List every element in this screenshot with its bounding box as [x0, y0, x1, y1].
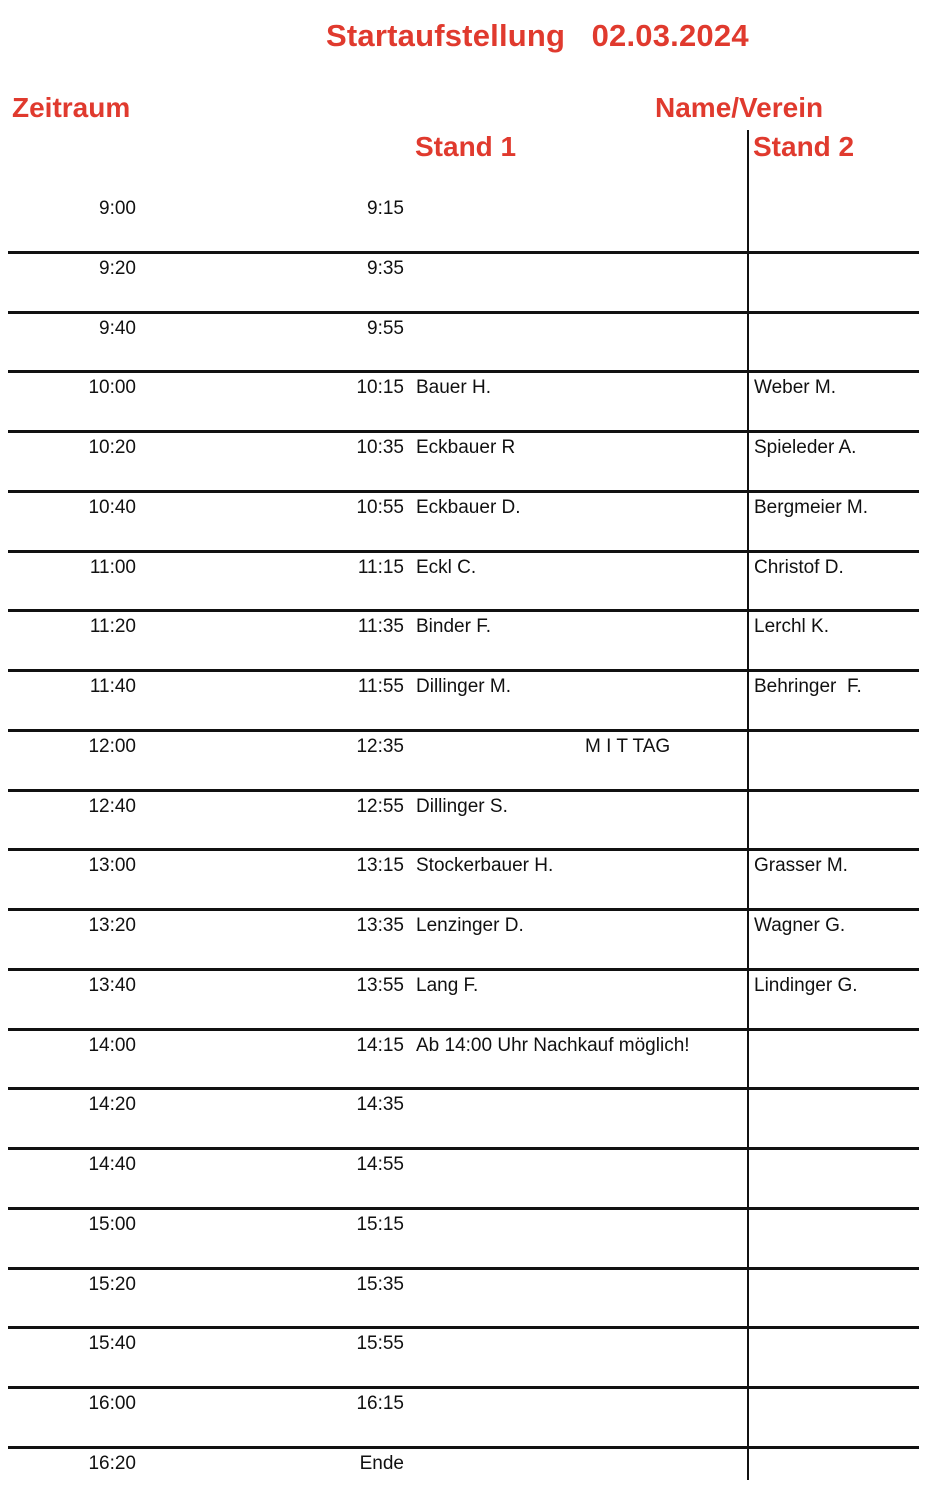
time-to: 10:35	[356, 437, 404, 458]
stand2-entry: Lerchl K.	[754, 616, 829, 638]
time-to: 9:35	[367, 257, 404, 279]
table-row	[0, 1433, 950, 1493]
table-row	[0, 1015, 950, 1075]
time-to: 15:55	[356, 1333, 404, 1355]
time-from: 11:00	[89, 556, 136, 578]
time-to: 15:35	[356, 1273, 404, 1295]
time-from: 16:20	[88, 1452, 136, 1474]
stand2-entry: Weber M.	[754, 377, 837, 399]
table-row	[0, 716, 950, 776]
stand1-entry: Eckl C.	[416, 556, 477, 578]
schedule-table	[0, 178, 950, 1493]
time-to: 12:35	[356, 735, 404, 757]
stand2-entry: Bergmeier M.	[754, 496, 869, 518]
table-row	[0, 238, 950, 298]
table-row	[0, 1313, 950, 1373]
time-from: 12:40	[88, 795, 136, 817]
time-to: 9:55	[367, 317, 404, 339]
time-from: 9:40	[99, 317, 136, 339]
time-to: 11:35	[357, 616, 404, 638]
header-zeitraum: Zeitraum	[12, 92, 131, 123]
time-to: 16:15	[356, 1393, 404, 1414]
stand2-entry: Christof D.	[754, 556, 844, 578]
table-row	[0, 835, 950, 895]
table-row	[0, 537, 950, 597]
header-stand-1: Stand 1	[415, 131, 517, 162]
time-from: 15:00	[88, 1213, 136, 1235]
time-from: 11:40	[89, 676, 136, 697]
time-from: 13:00	[88, 855, 136, 877]
stand1-entry: Eckbauer D.	[416, 496, 521, 518]
stand1-entry: Stockerbauer H.	[416, 855, 554, 877]
time-to: 10:15	[356, 377, 404, 399]
stand2-entry: Wagner G.	[754, 915, 846, 936]
table-row	[0, 298, 950, 358]
stand1-entry: Dillinger S.	[416, 795, 508, 817]
time-to: 11:15	[357, 556, 404, 578]
time-to: 10:55	[356, 496, 404, 518]
time-to: 14:15	[356, 1034, 404, 1056]
table-row	[0, 656, 950, 716]
stand1-entry: Lang F.	[416, 974, 479, 996]
time-from: 10:00	[88, 377, 136, 399]
time-from: 9:20	[99, 257, 136, 279]
table-row	[0, 776, 950, 836]
time-from: 14:00	[88, 1034, 136, 1056]
stand1-entry: Bauer H.	[416, 377, 491, 399]
time-to: 13:15	[356, 855, 404, 877]
stand1-entry: Lenzinger D.	[416, 915, 524, 936]
stand2-entry: Spieleder A.	[754, 437, 857, 458]
page-title: Startaufstellung 02.03.2024	[326, 18, 749, 53]
time-from: 10:20	[88, 437, 136, 458]
time-to: Ende	[359, 1452, 404, 1474]
time-from: 12:00	[88, 735, 136, 757]
time-from: 13:40	[88, 974, 136, 996]
header-stand-2: Stand 2	[753, 131, 855, 162]
time-to: 14:55	[356, 1154, 404, 1175]
table-row	[0, 895, 950, 955]
time-from: 16:00	[88, 1393, 136, 1414]
time-from: 15:20	[88, 1273, 136, 1295]
stand1-entry: Binder F.	[416, 616, 491, 638]
time-to: 14:35	[356, 1094, 404, 1116]
table-row	[0, 1134, 950, 1194]
table-row	[0, 178, 950, 238]
time-from: 15:40	[88, 1333, 136, 1355]
stand2-entry: Lindinger G.	[754, 974, 858, 996]
table-row	[0, 357, 950, 417]
header-name-verein: Name/Verein	[655, 92, 824, 123]
time-from: 11:20	[89, 616, 136, 638]
table-row	[0, 955, 950, 1015]
time-from: 9:00	[99, 198, 136, 219]
time-from: 14:20	[88, 1094, 136, 1116]
table-row	[0, 1373, 950, 1433]
lunch-break-label: M I T TAG	[585, 735, 671, 757]
table-row	[0, 477, 950, 537]
time-to: 12:55	[356, 795, 404, 817]
time-from: 10:40	[88, 496, 136, 518]
time-from: 13:20	[88, 915, 136, 936]
stand1-entry: Eckbauer R	[416, 437, 516, 458]
table-row	[0, 596, 950, 656]
time-to: 13:35	[356, 915, 404, 936]
stand2-entry: Behringer F.	[754, 676, 862, 697]
table-row	[0, 1194, 950, 1254]
stand2-entry: Grasser M.	[754, 855, 848, 877]
time-to: 9:15	[367, 198, 404, 219]
time-to: 15:15	[356, 1213, 404, 1235]
stand1-entry: Dillinger M.	[416, 676, 512, 697]
table-row	[0, 1254, 950, 1314]
time-to: 13:55	[356, 974, 404, 996]
table-row	[0, 1074, 950, 1134]
table-row	[0, 417, 950, 477]
time-from: 14:40	[88, 1154, 136, 1175]
time-to: 11:55	[357, 676, 404, 697]
late-purchase-note: Ab 14:00 Uhr Nachkauf möglich!	[416, 1034, 690, 1056]
